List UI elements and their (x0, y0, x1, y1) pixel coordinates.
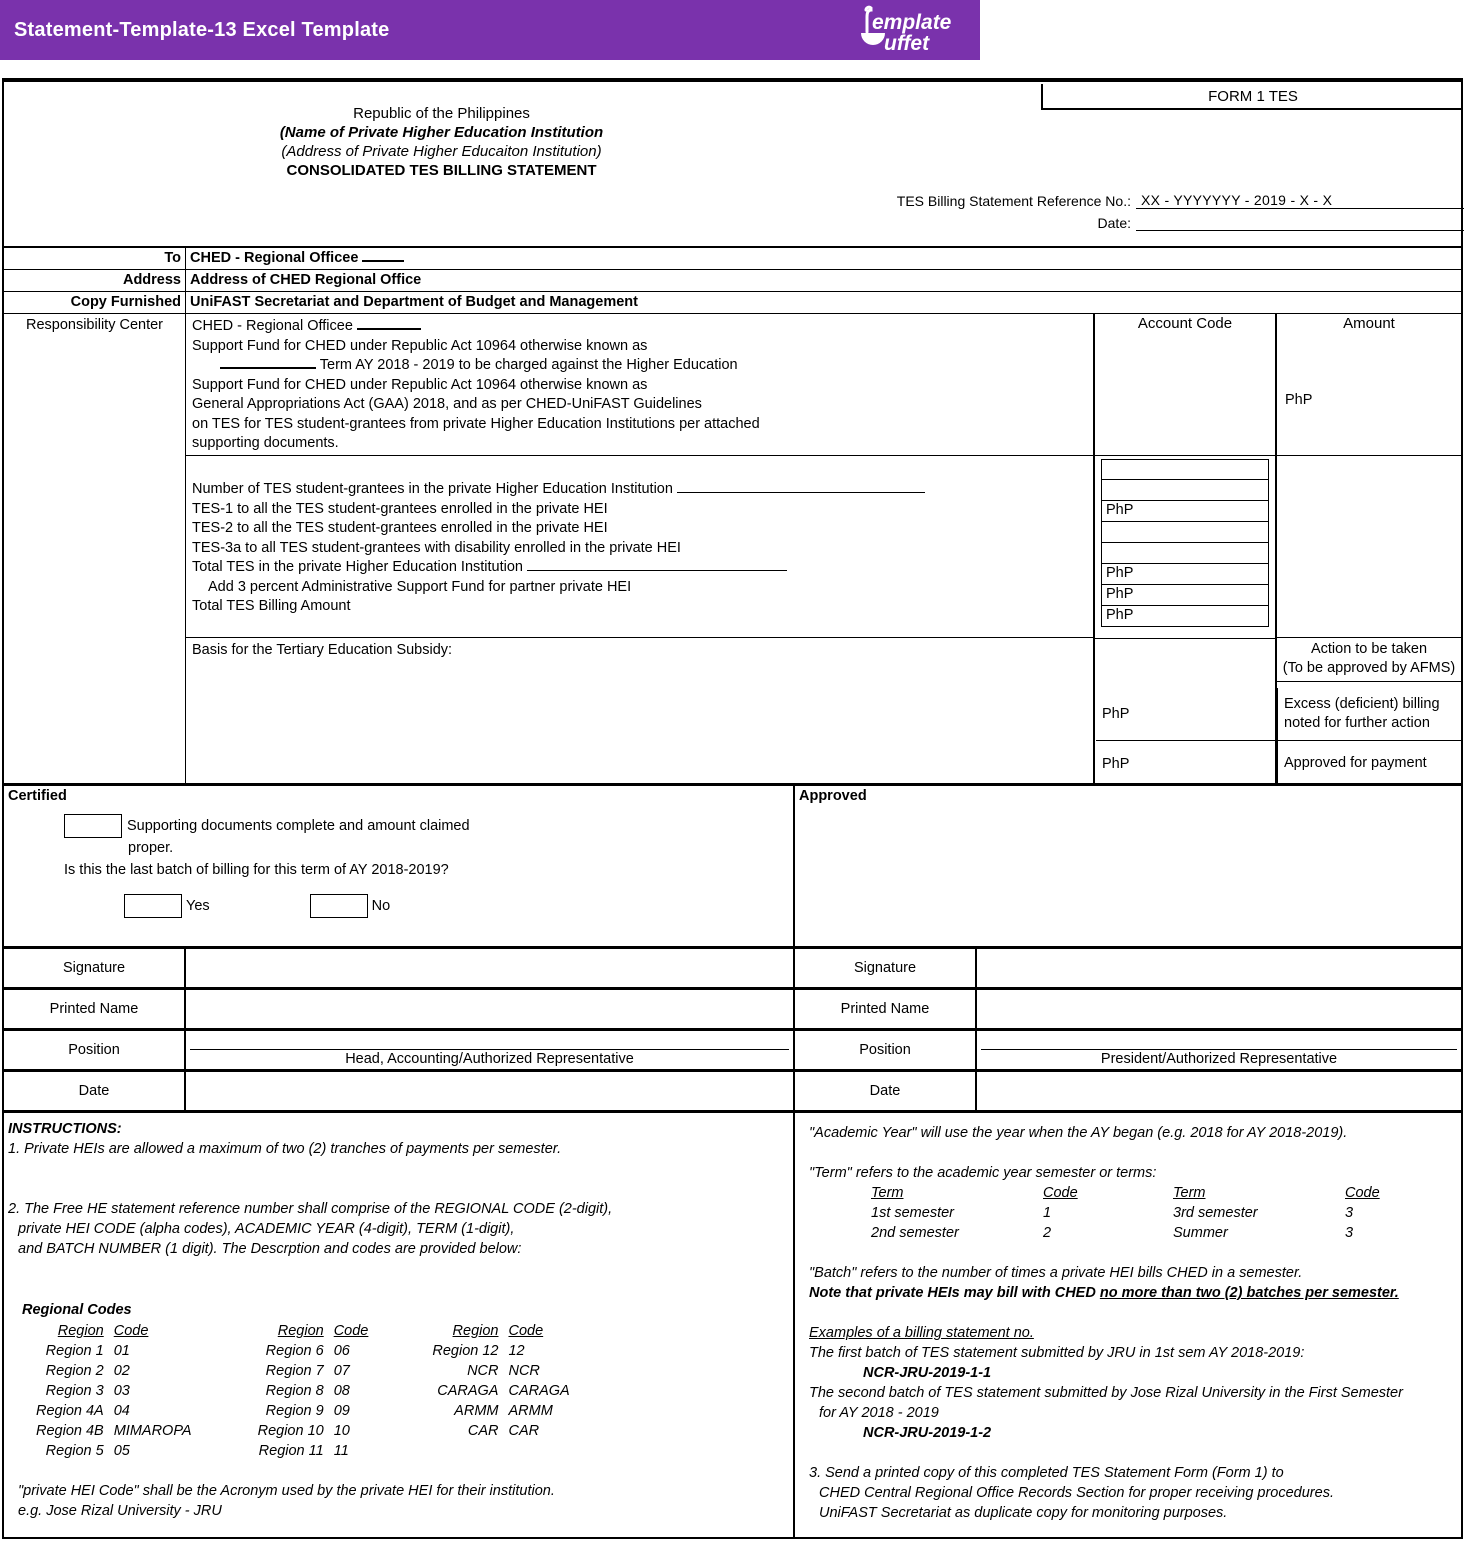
instruction-item-3-line-2: CHED Central Regional Office Records Section for proper receiving procedures. (819, 1485, 1334, 1501)
region-row (258, 1421, 373, 1441)
action-row-approved-text: Approved for payment (1284, 755, 1427, 771)
region-name: Region 9 (265, 1403, 324, 1419)
example-2-code: NCR-JRU-2019-1-2 (863, 1425, 992, 1441)
form-header-block (4, 82, 1461, 248)
term-header-right: Term (1173, 1185, 1206, 1201)
region-code: 04 (113, 1403, 130, 1419)
amount-header: Amount (1343, 315, 1395, 332)
left-date-label: Date (4, 1072, 186, 1110)
form-number-box (1041, 84, 1463, 110)
address-label: Address (4, 270, 186, 291)
region-row (36, 1421, 196, 1441)
action-to-be-taken-block (1277, 638, 1461, 682)
right-position-label: Position (795, 1031, 977, 1069)
code-header-right: Code (1345, 1185, 1380, 1201)
region-name: Region 4B (36, 1423, 104, 1439)
left-position-label: Position (4, 1031, 186, 1069)
item-text-4: Total TES in the private Higher Education Institution (192, 559, 524, 575)
date-input[interactable] (1136, 230, 1464, 231)
to-blank-underline (362, 260, 404, 262)
region-code: 02 (113, 1363, 130, 1379)
item-line-2: TES-2 to all the TES student-grantees enrolled in the private HEI (192, 520, 608, 536)
logo-icon (852, 2, 974, 58)
app-banner (0, 0, 980, 60)
action-row-approved (1096, 741, 1461, 786)
region-row (258, 1341, 373, 1361)
term-name: Summer (1173, 1225, 1228, 1241)
item-line-1: TES-1 to all the TES student-grantees enrolled in the private HEI (192, 500, 608, 517)
svg-text:uffet: uffet (884, 32, 930, 55)
academic-year-note: "Academic Year" will use the year when the AY began (e.g. 2018 for AY 2018-2019). (809, 1125, 1348, 1141)
term-intro: "Term" refers to the academic year semester or terms: (809, 1165, 1157, 1181)
certified-check-row (4, 814, 793, 838)
action-row-approved-currency[interactable]: PhP (1096, 741, 1278, 786)
last-batch-question: Is this the last batch of billing for this term of AY 2018-2019? (64, 862, 449, 878)
account-cell-5[interactable]: PhP (1101, 564, 1269, 585)
region-name: Region 5 (45, 1443, 104, 1459)
right-printed-name-label: Printed Name (795, 990, 977, 1028)
region-row (432, 1401, 573, 1421)
amount-top-cell[interactable] (1277, 335, 1461, 456)
document-title: CONSOLIDATED TES BILLING STATEMENT (286, 162, 597, 179)
account-cell-1[interactable] (1101, 480, 1269, 501)
region-code: 10 (333, 1423, 350, 1439)
account-code-lines (1095, 456, 1275, 638)
term-code: 3 (1345, 1205, 1354, 1221)
no-label: No (371, 898, 391, 914)
region-name: Region 3 (45, 1383, 104, 1399)
region-code: 06 (333, 1343, 350, 1359)
instruction-item-3-line-3: UniFAST Secretariat as duplicate copy for monitoring purposes. (819, 1505, 1228, 1521)
term-name: 1st semester (871, 1205, 954, 1221)
items-paragraph (186, 456, 1093, 638)
region-row (432, 1341, 573, 1361)
region-name: CARAGA (437, 1383, 499, 1399)
action-row-excess (1096, 688, 1461, 741)
action-header-line-2: (To be approved by AFMS) (1282, 660, 1456, 676)
account-code-top-blank (1095, 335, 1275, 456)
position-row (4, 1031, 1461, 1072)
to-label: To (4, 248, 186, 269)
form-sheet (2, 78, 1463, 1539)
region-code: NCR (508, 1363, 540, 1379)
instruction-item-2-line-3: and BATCH NUMBER (1 digit). The Descrption and codes are provided below: (18, 1241, 522, 1257)
item-line-4 (186, 558, 1093, 578)
desc-blank-0 (357, 328, 421, 330)
right-signature-label: Signature (795, 949, 977, 987)
instructions-right-column (795, 1113, 1461, 1537)
region-header-2: Region (277, 1323, 324, 1339)
region-code: 08 (333, 1383, 350, 1399)
region-name: Region 7 (265, 1363, 324, 1379)
region-name: Region 1 (45, 1343, 104, 1359)
region-name: Region 8 (265, 1383, 324, 1399)
right-position-caption: President/Authorized Representative (981, 1049, 1457, 1069)
region-row (36, 1381, 196, 1401)
svg-text:emplate: emplate (872, 11, 952, 34)
term-code: 2 (1043, 1225, 1052, 1241)
left-printed-name-label: Printed Name (4, 990, 186, 1028)
example-2-text-line-2: for AY 2018 - 2019 (819, 1405, 939, 1421)
copy-furnished-label: Copy Furnished (4, 292, 186, 313)
organization-heading (4, 104, 879, 180)
region-code: 09 (333, 1403, 350, 1419)
region-name: ARMM (454, 1403, 499, 1419)
region-code: 12 (508, 1343, 525, 1359)
to-value-text: CHED - Regional Officee (190, 250, 359, 266)
region-code: MIMAROPA (113, 1423, 192, 1439)
batch-note-plain: Note that private HEIs may bill with CHED (809, 1285, 1100, 1301)
regional-codes-tables (8, 1321, 793, 1461)
item-blank-4 (527, 570, 787, 571)
term-name: 2nd semester (871, 1225, 959, 1241)
term-code: 3 (1345, 1225, 1354, 1241)
reference-no-label: TES Billing Statement Reference No.: (896, 193, 1131, 209)
left-printed-name-field[interactable] (186, 990, 795, 1028)
code-header-2: Code (333, 1323, 369, 1339)
yes-no-row (4, 880, 793, 918)
instruction-item-1: 1. Private HEIs are allowed a maximum of two (2) tranches of payments per semester. (8, 1141, 562, 1157)
approved-column[interactable] (795, 786, 1461, 946)
region-name: Region 4A (36, 1403, 104, 1419)
regional-codes-title: Regional Codes (22, 1302, 132, 1318)
region-name: CAR (467, 1423, 499, 1439)
item-text-0: Number of TES student-grantees in the private Higher Education Institution (192, 481, 673, 497)
date-row (864, 209, 1464, 231)
left-signature-field[interactable] (186, 949, 795, 987)
institution-name-line: (Name of Private Higher Education Institution (279, 124, 604, 141)
item-line-6: Total TES Billing Amount (192, 598, 351, 614)
supporting-docs-checkbox[interactable] (64, 814, 122, 838)
action-header (1277, 638, 1461, 682)
desc-text-0: CHED - Regional Officee (192, 318, 353, 334)
to-row (4, 248, 1461, 270)
hei-code-note-2: e.g. Jose Rizal University - JRU (18, 1503, 222, 1519)
region-name: Region 12 (432, 1343, 499, 1359)
batch-note-underline: no more than two (2) batches per semester. (1099, 1285, 1399, 1301)
right-position-field[interactable] (977, 1031, 1461, 1069)
action-rows-group (1096, 688, 1461, 786)
action-row-excess-currency[interactable]: PhP (1096, 688, 1278, 740)
term-header-left: Term (871, 1185, 904, 1201)
amount-mid-cell[interactable] (1277, 456, 1461, 638)
account-cell-7[interactable]: PhP (1101, 606, 1269, 627)
region-row (36, 1341, 196, 1361)
instruction-item-2-line-1: 2. The Free HE statement reference number shall comprise of the REGIONAL CODE (2-digit), (8, 1201, 613, 1217)
reference-no-input[interactable]: XX - YYYYYYY - 2019 - X - X (1136, 192, 1464, 209)
supporting-docs-label-2: proper. (128, 840, 174, 856)
instruction-item-2-line-2: private HEI CODE (alpha codes), ACADEMIC YEAR (4-digit), TERM (1-digit), (18, 1221, 515, 1237)
region-name: Region 10 (257, 1423, 324, 1439)
regional-codes-table-3 (432, 1321, 573, 1461)
region-name: Region 6 (265, 1343, 324, 1359)
region-name: Region 11 (258, 1443, 324, 1459)
description-column (186, 314, 1095, 783)
desc-line-5: on TES for TES student-grantees from private Higher Education Institutions per attached (192, 415, 760, 432)
account-cell-2[interactable]: PhP (1101, 501, 1269, 522)
desc-text-2: Term AY 2018 - 2019 to be charged against the Higher Education (319, 357, 738, 373)
region-name: Region 2 (45, 1363, 104, 1379)
basis-block (186, 638, 1093, 783)
template-buffet-logo (852, 2, 974, 58)
region-row (258, 1381, 373, 1401)
reference-area (864, 187, 1464, 231)
right-date-label: Date (795, 1072, 977, 1110)
region-code: 11 (333, 1443, 349, 1459)
certified-title: Certified (8, 788, 67, 804)
copy-furnished-row (4, 292, 1461, 314)
region-code: 03 (113, 1383, 130, 1399)
desc-blank-2 (220, 367, 316, 369)
example-1-code: NCR-JRU-2019-1-1 (863, 1365, 992, 1381)
item-blank-0 (677, 492, 925, 493)
action-row-excess-text: Excess (deficient) billing noted for further action (1284, 696, 1440, 731)
regional-codes-table-1 (36, 1321, 196, 1461)
code-header-1: Code (113, 1323, 149, 1339)
region-row (258, 1441, 373, 1461)
account-cell-6[interactable]: PhP (1101, 585, 1269, 606)
left-date-field[interactable] (186, 1072, 795, 1110)
left-signature-label: Signature (4, 949, 186, 987)
region-code: ARMM (508, 1403, 553, 1419)
left-position-field[interactable] (186, 1031, 795, 1069)
term-row (871, 1203, 1380, 1223)
address-value[interactable]: Address of CHED Regional Office (190, 272, 422, 288)
signature-row (4, 949, 1461, 990)
region-code: CARAGA (508, 1383, 570, 1399)
date-signature-row (4, 1072, 1461, 1113)
instruction-item-3-line-1: 3. Send a printed copy of this completed TES Statement Form (Form 1) to (809, 1465, 1284, 1481)
certified-column (4, 786, 795, 946)
region-row (36, 1441, 196, 1461)
printed-name-row (4, 990, 1461, 1031)
term-row (871, 1223, 1380, 1243)
term-name: 3rd semester (1173, 1205, 1258, 1221)
desc-line-1: Support Fund for CHED under Republic Act 10964 otherwise known as (192, 337, 648, 354)
item-line-3: TES-3a to all TES student-grantees with disability enrolled in the private HEI (192, 539, 681, 556)
desc-line-2 (186, 356, 1093, 376)
instructions-left-column (4, 1113, 795, 1537)
code-header-3: Code (508, 1323, 544, 1339)
description-paragraph (186, 314, 1093, 456)
date-label: Date: (1097, 215, 1131, 231)
region-name: NCR (467, 1363, 499, 1379)
region-code: 05 (113, 1443, 130, 1459)
basis-label: Basis for the Tertiary Education Subsidy: (192, 642, 453, 658)
certified-approved-row (4, 786, 1461, 949)
supporting-docs-label: Supporting documents complete and amount claimed (127, 818, 470, 834)
batch-definition: "Batch" refers to the number of times a private HEI bills CHED in a semester. (809, 1265, 1303, 1281)
to-value[interactable] (186, 248, 1461, 269)
responsibility-center-label: Responsibility Center (25, 317, 163, 333)
reference-no-row (864, 187, 1464, 209)
account-cell-3[interactable] (1101, 522, 1269, 543)
region-row (432, 1381, 573, 1401)
region-code: 07 (333, 1363, 350, 1379)
region-row (258, 1401, 373, 1421)
regional-codes-table-2 (258, 1321, 373, 1461)
institution-address-line: (Address of Private Higher Educaiton Institution) (281, 143, 602, 160)
instructions-title: INSTRUCTIONS: (8, 1121, 122, 1137)
desc-line-6: supporting documents. (192, 435, 339, 451)
region-row (36, 1401, 196, 1421)
copy-furnished-value[interactable]: UniFAST Secretariat and Department of Budget and Management (190, 294, 638, 310)
republic-line: Republic of the Philippines (353, 105, 530, 122)
code-header-left: Code (1043, 1185, 1078, 1201)
action-header-line-1: Action to be taken (1310, 641, 1428, 657)
item-line-5: Add 3 percent Administrative Support Fund for partner private HEI (208, 578, 632, 595)
batch-note (809, 1283, 1461, 1303)
address-row (4, 270, 1461, 292)
region-row (258, 1361, 373, 1381)
region-header-3: Region (452, 1323, 499, 1339)
term-codes-table (809, 1183, 1461, 1243)
account-cell-4[interactable] (1101, 543, 1269, 564)
desc-line-4: General Appropriations Act (GAA) 2018, and as per CHED-UniFAST Guidelines (192, 396, 702, 412)
approved-title: Approved (799, 788, 867, 804)
hei-code-note-1: "private HEI Code" shall be the Acronym used by the private HEI for their institution. (18, 1483, 555, 1499)
instructions-row (4, 1113, 1461, 1537)
region-row (432, 1361, 573, 1381)
example-1-text: The first batch of TES statement submitted by JRU in 1st sem AY 2018-2019: (809, 1345, 1305, 1361)
account-code-header: Account Code (1137, 315, 1233, 332)
right-printed-name-field[interactable] (977, 990, 1461, 1028)
desc-line-0 (186, 317, 1093, 337)
desc-line-3: Support Fund for CHED under Republic Act 10964 otherwise known as (192, 376, 648, 393)
certified-content (4, 814, 793, 918)
item-line-0 (186, 480, 1093, 500)
region-code: CAR (508, 1423, 540, 1439)
no-checkbox[interactable] (310, 894, 368, 918)
responsibility-center-column (4, 314, 186, 783)
yes-label: Yes (186, 898, 210, 914)
account-cell-0[interactable] (1101, 459, 1269, 480)
amount-currency: PhP (1285, 392, 1313, 408)
term-code: 1 (1043, 1205, 1052, 1221)
yes-checkbox[interactable] (124, 894, 182, 918)
banner-title: Statement-Template-13 Excel Template (14, 18, 390, 41)
right-date-field[interactable] (977, 1072, 1461, 1110)
right-signature-field[interactable] (977, 949, 1461, 987)
region-code: 01 (113, 1343, 130, 1359)
region-row (36, 1361, 196, 1381)
region-row (432, 1421, 573, 1441)
form-number: FORM 1 TES (1208, 87, 1298, 105)
region-header-1: Region (57, 1323, 104, 1339)
left-position-caption: Head, Accounting/Authorized Representative (190, 1049, 789, 1069)
example-2-text-line-1: The second batch of TES statement submitted by Jose Rizal University in the First Semester (809, 1385, 1403, 1401)
examples-title: Examples of a billing statement no. (809, 1325, 1034, 1341)
